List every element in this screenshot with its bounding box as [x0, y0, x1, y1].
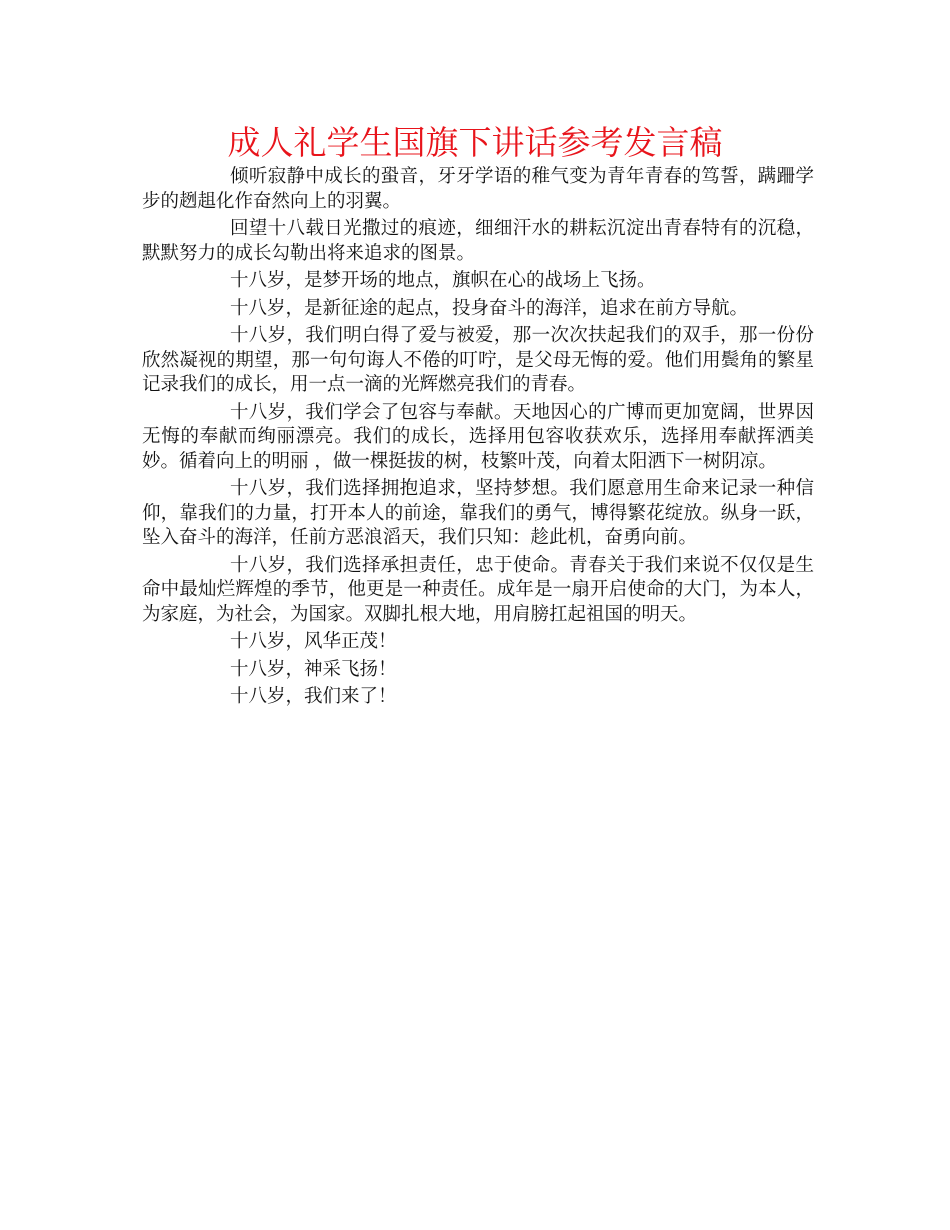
paragraph: 十八岁，我们选择拥抱追求，坚持梦想。我们愿意用生命来记录一种信仰，靠我们的力量，打开本人的前途，靠我们的勇气，博得繁花绽放。纵身一跃，坠入奋斗的海洋，任前方恶浪滔天，我们只知：趁此机，奋勇向前。: [142, 478, 814, 548]
paragraph: 十八岁，我们选择承担责任，忠于使命。青春关于我们来说不仅仅是生命中最灿烂辉煌的季节，他更是一种责任。成年是一扇开启使命的大门，为本人，为家庭，为社会，为国家。双脚扎根大地，用肩膀扛起祖国的明天。: [142, 554, 814, 625]
document-title: 成人礼学生国旗下讲话参考发言稿: [227, 123, 723, 162]
paragraph: 十八岁，是新征途的起点，投身奋斗的海洋，追求在前方导航。: [230, 297, 749, 319]
paragraph: 十八岁，我们学会了包容与奉献。天地因心的广博而更加宽阔，世界因无悔的奉献而绚丽漂亮。我们的成长，选择用包容收获欢乐，选择用奉献挥洒美妙。循着向上的明丽 ，做一棵挺拔的树，枝繁叶茂，向着太阳洒下一树阴凉。: [142, 401, 814, 472]
paragraph: 十八岁，神采飞扬！: [230, 658, 397, 680]
paragraph: 十八岁，我们明白得了爱与被爱，那一次次扶起我们的双手，那一份份欣然凝视的期望，那一句句诲人不倦的叮咛，是父母无悔的爱。他们用鬓角的繁星记录我们的成长，用一点一滴的光辉燃亮我们的青春。: [142, 325, 814, 395]
paragraph: 十八岁，我们来了！: [230, 686, 397, 707]
paragraph: 十八岁，风华正茂！: [230, 631, 397, 652]
document-body: [142, 165, 814, 713]
paragraph: 十八岁，是梦开场的地点，旗帜在心的战场上飞扬。: [230, 270, 656, 291]
paragraph: 倾听寂静中成长的蛩音，牙牙学语的稚气变为青年青春的笃誓，蹒跚学步的趔趄化作奋然向上的羽翼。: [142, 166, 814, 212]
paragraph: 回望十八载日光撒过的痕迹，细细汗水的耕耘沉淀出青春特有的沉稳，默默努力的成长勾勒出将来追求的图景。: [142, 218, 814, 264]
